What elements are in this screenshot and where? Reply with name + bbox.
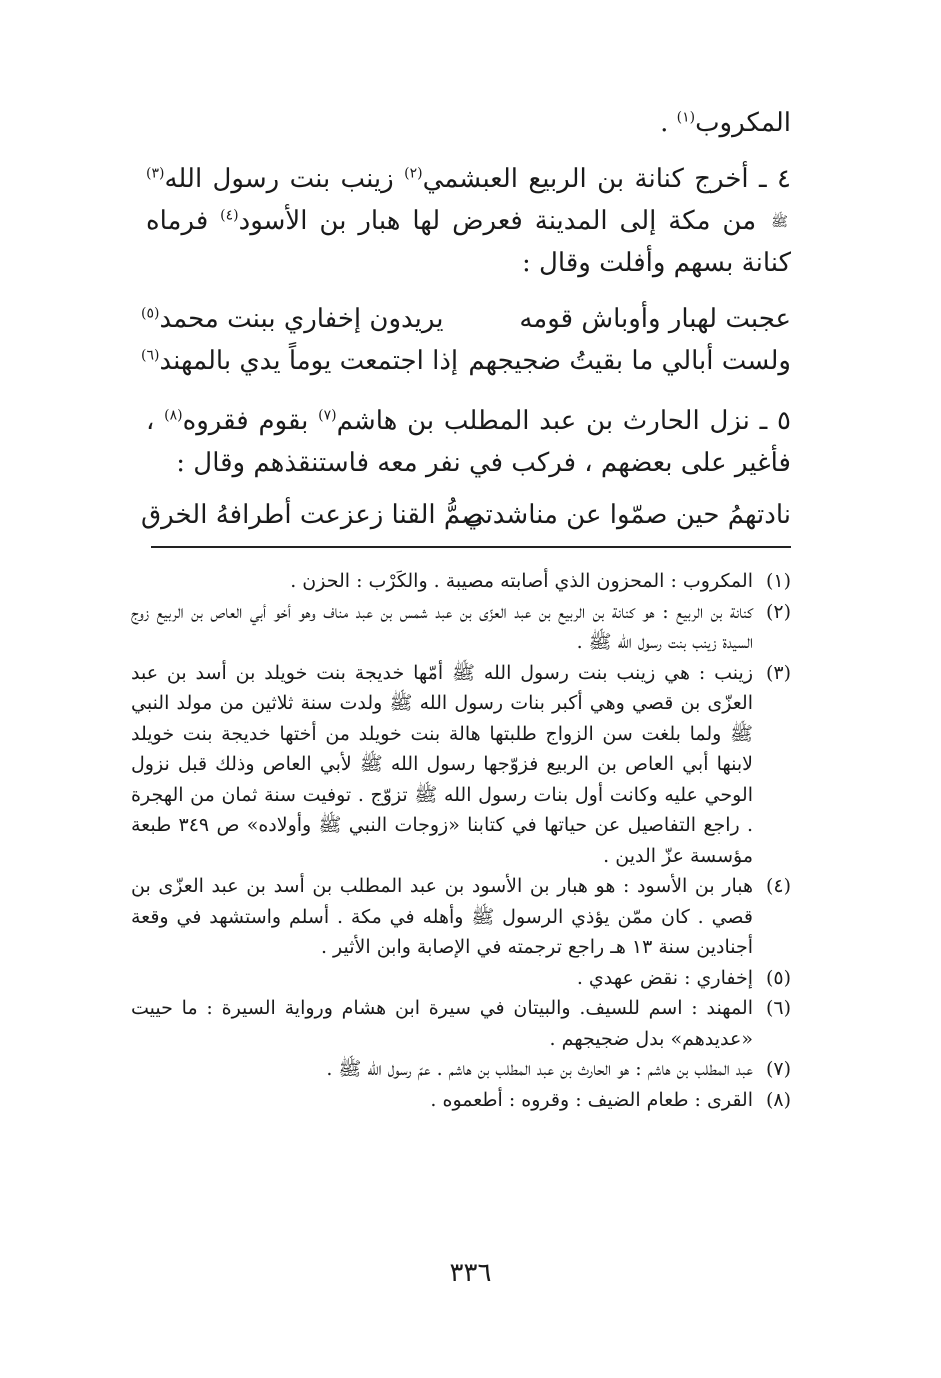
paragraph-4-text-d: فرماه كنانة بسهم وأفلت وقال : bbox=[146, 206, 791, 278]
footnote-1-text: المكروب : المحزون الذي أصابته مصيبة . والكَرْب : الحزن . bbox=[290, 570, 753, 592]
poem-1-verse-1-second-text: يريدون إخفاري ببنت محمد bbox=[159, 304, 444, 334]
poem-2-verse-1-second-hemistich: صمُّ القنا زعزعت أطرافهُ الخرق bbox=[141, 500, 484, 530]
paragraph-4: ٤ ـ أخرج كنانة بن الربيع العبشمي$^{(٢)}$ زينب بنت رسول الله$^{(٣)}$ﷺ من مكة إلى المدينة فعرض لها هبار بن الأسود$^{(٤)}$ فرماه كنانة بسهم وأفلت وقال : bbox=[146, 164, 791, 278]
poem-1-verse-1-first-hemistich: عجبت لهبار وأوباش قومه bbox=[519, 304, 791, 334]
footnote-5-text: إخفاري : نقض عهدي . bbox=[576, 966, 753, 989]
poem-1-verse-2-first-hemistich: ولست أبالي ما بقيتُ ضجيجهم bbox=[468, 346, 791, 376]
paragraph-5-text-a: نزل الحارث بن عبد المطلب بن هاشم bbox=[336, 406, 760, 436]
footnote-8 bbox=[131, 1085, 791, 1116]
poem-1-verse-1-second-hemistich bbox=[141, 300, 444, 338]
footnote-7-text: عبد المطلب بن هاشم : هو الحارث بن عبد المطلب بن هاشم . عمّ رسول الله ﷺ . bbox=[326, 1058, 753, 1080]
opening-line bbox=[150, 104, 791, 142]
footnote-3-number[interactable]: (٣) bbox=[765, 661, 791, 684]
poem-1-verse-2-second-hemistich bbox=[141, 342, 458, 380]
poem-1-verse-1 bbox=[141, 300, 791, 338]
footnote-3-text: زينب : هي زينب بنت رسول الله ﷺ أمّها خديجة بنت خويلد بن أسد بن عبد العزّى بن قصي وهي أكبر بنات رسول الله ﷺ ولدت سنة ثلاثين من مولد النبي ﷺ ولما بلغت سن الزواج طلبتها هالة بنت خويلد من أختها خديجة بنت خويلد لابنها أبي العاص بن الربيع فزوّجها رسول الله ﷺ لأبي العاص وذلك قبل نزول الوحي عليه وكانت أول بنات رسول الله ﷺ تزوّج . توفيت سنة ثمان من الهجرة . راجع التفاصيل عن حياتها في كتابنا «زوجات النبي ﷺ وأولاده» ص ٣٤٩ طبعة مؤسسة عزّ الدين . bbox=[131, 661, 753, 867]
paragraph-4-text-b: زينب بنت رسول الله bbox=[164, 164, 405, 194]
note-ref-6[interactable]: (٦) bbox=[141, 347, 160, 364]
footnote-5-number[interactable]: (٥) bbox=[765, 966, 791, 989]
footnote-6 bbox=[131, 993, 791, 1054]
footnote-2-number[interactable]: (٢) bbox=[765, 600, 791, 623]
footnote-2 bbox=[131, 597, 791, 658]
footnote-7-number[interactable]: (٧) bbox=[765, 1058, 791, 1080]
paragraph-4-number: ٤ ـ bbox=[759, 164, 791, 194]
opening-word: المكروب bbox=[695, 108, 791, 138]
footnote-7 bbox=[131, 1054, 791, 1085]
note-ref-5[interactable]: (٥) bbox=[141, 305, 160, 322]
note-ref-2[interactable]: (٢) bbox=[404, 165, 423, 182]
footnote-3 bbox=[131, 658, 791, 872]
footnote-4-number[interactable]: (٤) bbox=[765, 875, 791, 897]
footnote-2-text: كنانة بن الربيع : هو كنانة بن الربيع بن عبد العزّى بن عبد شمس بن عبد مناف وهو أخو أبي العاص بن الربيع زوج السيدة زينب بنت رسول الله ﷺ . bbox=[131, 600, 753, 653]
footnotes bbox=[131, 566, 791, 1115]
poem-1-verse-2-second-text: إذا اجتمعت يوماً يدي بالمهند bbox=[159, 346, 459, 376]
paragraph-4-text-c: من مكة إلى المدينة فعرض لها هبار بن الأسود bbox=[238, 206, 769, 236]
paragraph-5-number: ٥ ـ bbox=[759, 406, 792, 436]
poem-1-verse-2 bbox=[141, 342, 791, 380]
footnote-8-number[interactable]: (٨) bbox=[765, 1088, 791, 1111]
paragraph-5-text-b: بقوم فقروه bbox=[182, 406, 319, 436]
footnote-4-text: هبار بن الأسود : هو هبار بن الأسود بن عبد المطلب بن أسد بن عبد العزّى بن قصي . كان ممّن يؤذي الرسول ﷺ وأهله في مكة . أسلم واستشهد في وقعة أجنادين سنة ١٣ هـ راجع ترجمته في الإصابة وابن الأثير . bbox=[131, 875, 753, 958]
footnote-1-number[interactable]: (١) bbox=[765, 570, 791, 592]
footnote-6-number[interactable]: (٦) bbox=[765, 997, 791, 1019]
footnote-4 bbox=[131, 871, 791, 963]
poem-2-verse-1 bbox=[141, 496, 791, 534]
note-ref-7[interactable]: (٧) bbox=[318, 407, 337, 424]
poem-2-verse-1-first-hemistich: نادتهمُ حين صمّوا عن مناشدتي bbox=[463, 500, 791, 530]
footnote-separator bbox=[151, 546, 791, 548]
note-ref-1[interactable]: (١) bbox=[676, 109, 696, 126]
footnote-1 bbox=[131, 566, 791, 597]
paragraph-4-text-a: أخرج كنانة بن الربيع العبشمي bbox=[422, 164, 760, 194]
footnote-5 bbox=[131, 963, 791, 994]
page-number: ٣٣٦ bbox=[449, 1258, 492, 1288]
note-ref-8[interactable]: (٨) bbox=[164, 407, 183, 424]
note-ref-3[interactable]: (٣) bbox=[146, 165, 165, 182]
footnote-6-text: المهند : اسم للسيف. والبيتان في سيرة ابن هشام ورواية السيرة : ما حييت «عديدهم» بدل ضجيجهم . bbox=[131, 997, 753, 1050]
paragraph-5 bbox=[146, 400, 791, 484]
footnote-8-text: القرى : طعام الضيف : وقروه : أطعموه . bbox=[430, 1088, 753, 1111]
paragraph-5-text-c: ، فأغير على بعضهم ، فركب في نفر معه فاستنقذهم وقال : bbox=[146, 406, 791, 478]
note-ref-4[interactable]: (٤) bbox=[220, 207, 239, 224]
opening-tail: . bbox=[660, 108, 677, 138]
